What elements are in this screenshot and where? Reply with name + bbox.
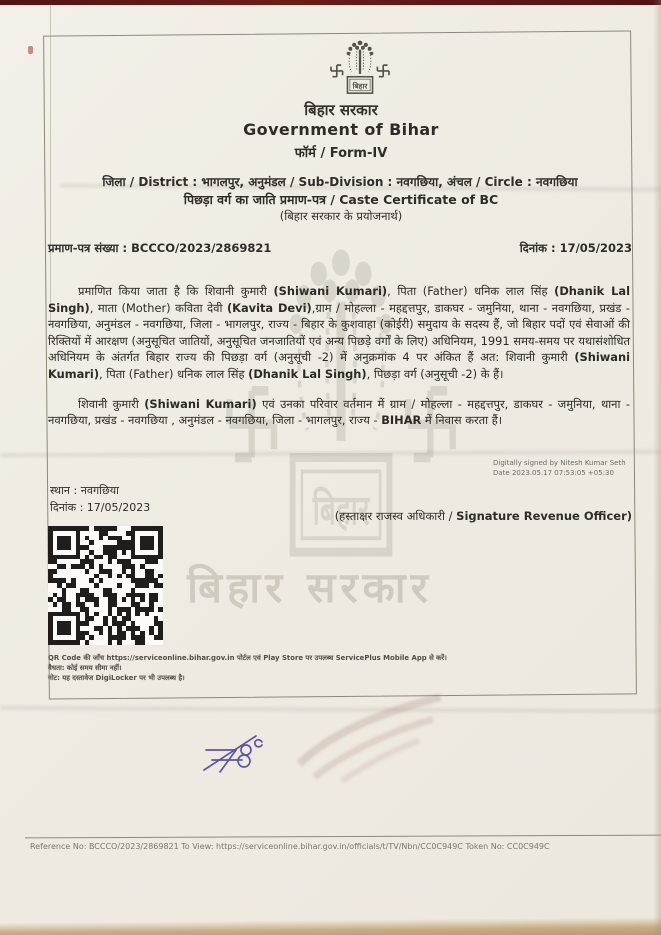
reference-line: Reference No: BCCCO/2023/2869821 To View: https://serviceonline.bihar.gov.in/officials/t/TV/Nbn/CC0C949C Token No: CC0C949C xyxy=(30,842,550,851)
issue-place: स्थान : नवगछिया xyxy=(50,484,119,497)
paper-bottom-edge xyxy=(0,917,661,935)
officer-signature-line xyxy=(48,509,632,524)
qr-note-3: नोट: यह दस्तावेज DigiLocker पर भी उपलब्ध है। xyxy=(48,673,185,682)
body-paragraph-2: शिवानी कुमारी (Shiwani Kumari) एवं उनका परिवार वर्तमान में ग्राम / मोहल्ला - महद्दत्तपुर, डाकघर - जमुनिया, थाना - नवगछिया, प्रखंड - नवगछिया , अनुमंडल - नवगछिया, जिला - भागलपुर, राज्य - BIHAR में निवास करता हैं। xyxy=(48,396,630,428)
certificate-meta-row xyxy=(48,241,632,256)
district-line: जिला / District : भागलपुर, अनुमंडल / Sub-Division : नवगछिया, अंचल / Circle : नवगछिया xyxy=(102,175,578,189)
certificate-body xyxy=(48,283,630,429)
certificate-title: पिछड़ा वर्ग का जाति प्रमाण-पत्र / Caste Certificate of BC xyxy=(183,192,499,207)
title-english: Government of Bihar xyxy=(243,120,439,139)
qr-notes xyxy=(48,654,468,683)
watermark-text: बिहार सरकार xyxy=(187,563,433,612)
form-number-line: फॉर्म / Form-IV xyxy=(294,146,388,161)
footer-divider xyxy=(25,835,661,839)
bihar-emblem-icon xyxy=(324,40,396,98)
officer-label-english: Signature Revenue Officer) xyxy=(456,509,632,523)
scan-right-shadow xyxy=(653,0,661,935)
purpose-line: (बिहार सरकार के प्रयोजनार्थ) xyxy=(279,209,403,223)
qr-code xyxy=(48,526,163,645)
digital-signature-block xyxy=(493,459,648,478)
digital-signature-line1: Digitally signed by Nitesh Kumar Seth xyxy=(493,459,626,467)
issue-date: दिनांक : 17/05/2023 xyxy=(50,501,151,514)
digital-signature-line2: Date 2023.05.17 07:53:05 +05:30 xyxy=(493,468,614,477)
body-paragraph-1: प्रमाणित किया जाता है कि शिवानी कुमारी (Shiwani Kumari), पिता (Father) धनिक लाल सिंह (Dhanik Lal Singh), माता (Mother) कविता देवी (Kavita Devi),ग्राम / मोहल्ला - महद्दत्तपुर, डाकघर - जमुनिया, थाना - नवगछिया, प्रखंड - नवगछिया, अनुमंडल - नवगछिया, जिला - भागलपुर, राज्य - बिहार के कुशवाहा (कोईरी) समुदाय के सदस्य हैं, जो बिहार पदों एवं सेवाओं की रिक्तियों में आरक्षण (अनुसूचित जातियों, अनुसूचित जनजातियों एवं अन्य पिछड़े वर्गों के लिए) अधिनियम, 1991 समय-समय पर यथासंशोधित अधिनियम के अंतर्गत बिहार राज्य की पिछड़ा वर्ग (अनुसूची -2) में अनुक्रमांक 4 पर अंकित हैं अत: शिवानी कुमारी (Shiwani Kumari), पिता (Father) धनिक लाल सिंह (Dhanik Lal Singh), पिछड़ा वर्ग (अनुसूची -2) के हैं। xyxy=(48,284,630,381)
qr-note-1: QR Code की जाँच https://serviceonline.bihar.gov.in पोर्टल एवं Play Store पर उपलब्ध ServicePlus Mobile App से करें। xyxy=(48,654,447,662)
certificate-number: प्रमाण-पत्र संख्या : BCCCO/2023/2869821 xyxy=(48,241,272,255)
issue-date-top: दिनांक : 17/05/2023 xyxy=(519,241,632,255)
officer-label-hindi: (हस्ताक्षर राजस्व अधिकारी / xyxy=(334,509,457,523)
qr-note-2: वैधता: कोई समय सीमा नहीं। xyxy=(48,663,122,672)
pen-scribble xyxy=(196,724,288,780)
title-hindi: बिहार सरकार xyxy=(304,101,378,119)
scan-artifact-dot xyxy=(28,46,33,54)
scan-top-edge xyxy=(0,0,661,5)
